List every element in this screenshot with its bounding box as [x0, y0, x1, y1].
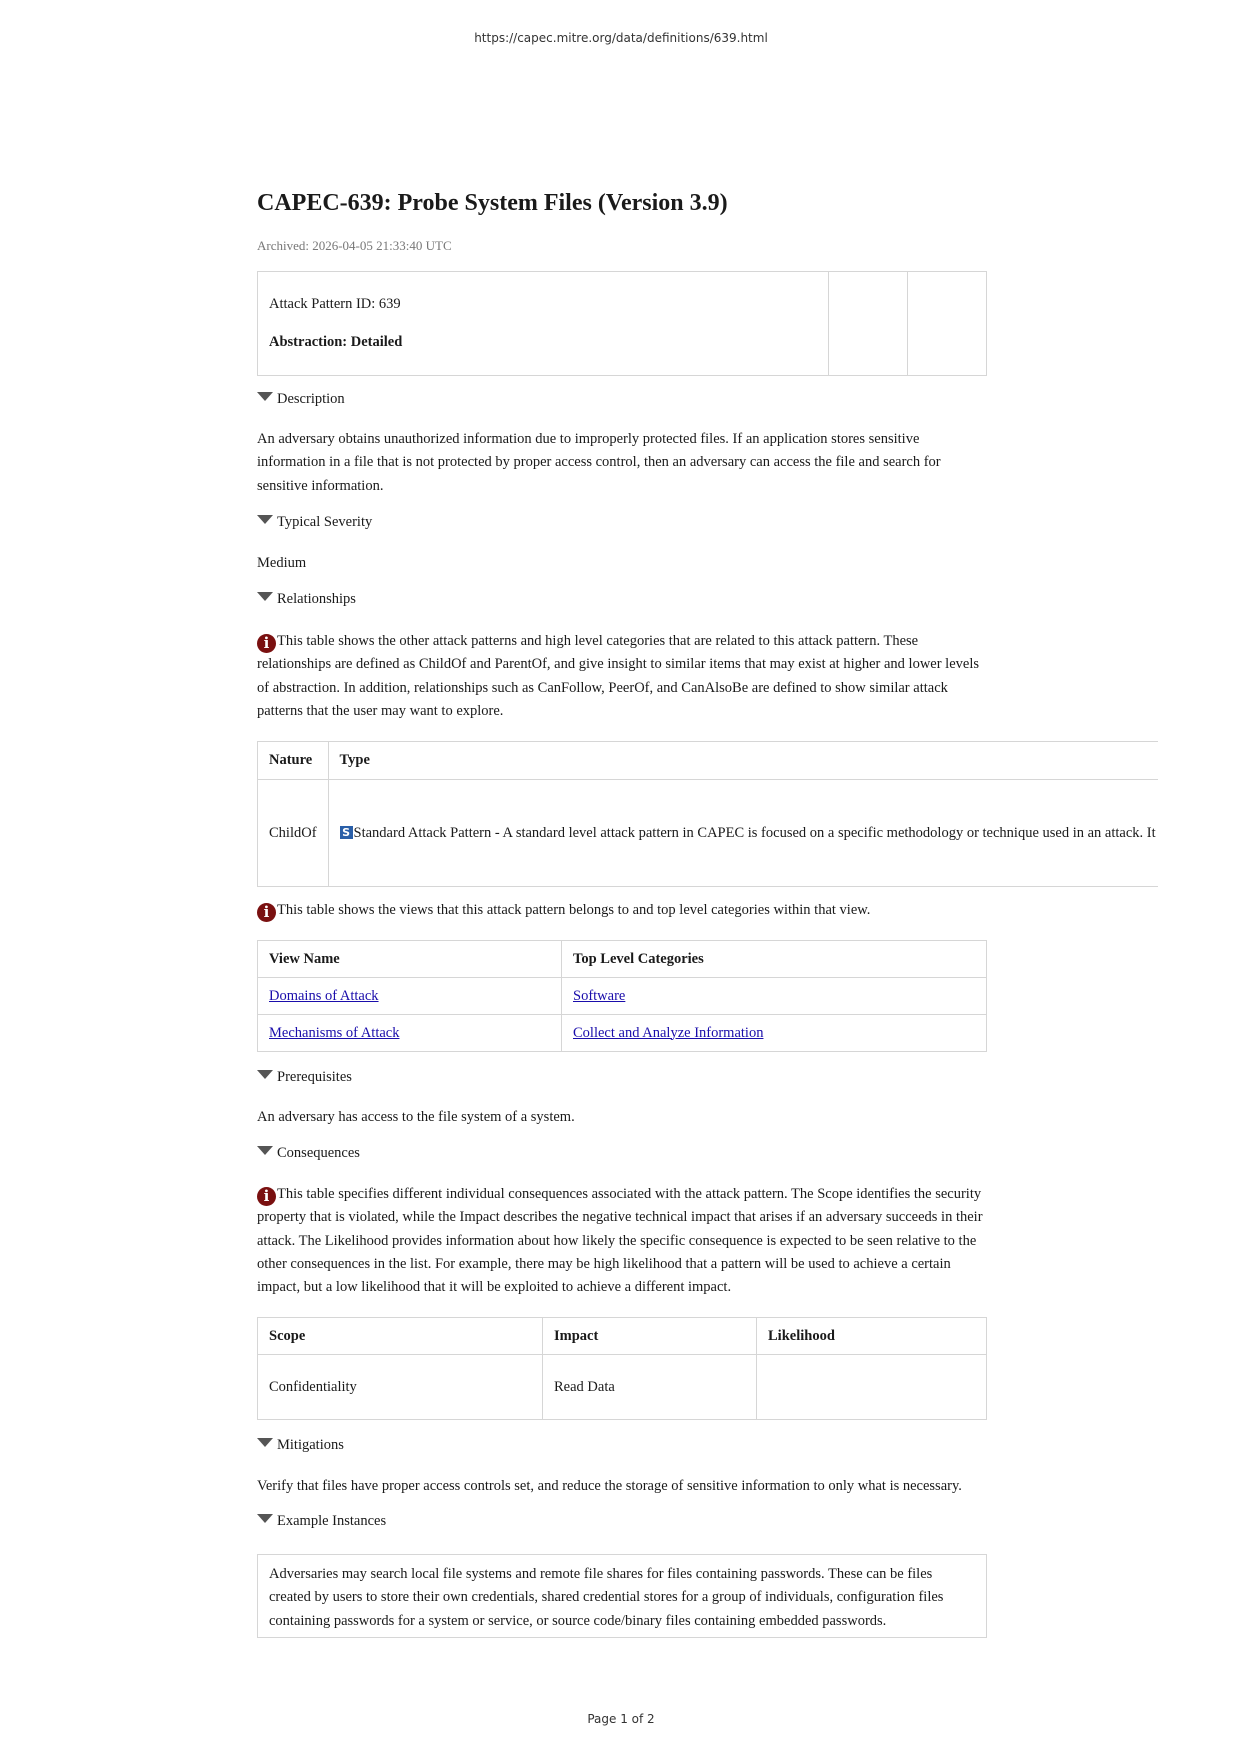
severity-value: Medium	[257, 555, 307, 571]
section-description-toggle[interactable]	[257, 391, 345, 408]
info-icon: i	[257, 1187, 276, 1206]
view-name-cell	[258, 978, 562, 1015]
table-row	[258, 780, 1159, 887]
page-footer: Page 1 of 2	[587, 1712, 655, 1726]
id-box	[257, 271, 987, 376]
column-header-impact: Impact	[543, 1318, 757, 1355]
section-prerequisites-toggle[interactable]	[257, 1069, 352, 1086]
section-relationships-toggle[interactable]	[257, 591, 356, 608]
consequences-table	[257, 1317, 987, 1420]
info-icon: i	[257, 634, 276, 653]
triangle-down-icon	[257, 1514, 273, 1523]
attack-pattern-id: Attack Pattern ID: 639	[269, 296, 401, 312]
relationships-note-text: This table shows the other attack patterns and high level categories that are related to this attack pattern. These relationships are defined as ChildOf and ParentOf, and give insight to similar items that may exist at higher and lower levels of abstraction. In addition, relationships such as CanFollow, PeerOf, and CanAlsoBe are defined to show similar attack patterns that the user may want to explore.	[257, 633, 980, 719]
relationships-table-container[interactable]	[257, 741, 1158, 887]
triangle-down-icon	[257, 1146, 273, 1155]
column-header-view-name: View Name	[258, 941, 562, 978]
section-relationships-heading: Relationships	[277, 591, 356, 607]
consequences-note	[257, 1183, 987, 1299]
info-icon: i	[257, 903, 276, 922]
page-title: CAPEC-639: Probe System Files (Version 3.9)	[257, 190, 728, 216]
table-header-row	[258, 1318, 987, 1355]
section-severity-toggle[interactable]	[257, 514, 372, 531]
triangle-down-icon	[257, 1070, 273, 1079]
section-mitigations-toggle[interactable]	[257, 1437, 344, 1454]
relationship-type-text: Standard Attack Pattern - A standard level attack pattern in CAPEC is focused on a specific methodology or technique used in an attack. It	[353, 824, 1156, 841]
category-cell	[562, 978, 987, 1015]
id-box-main-cell	[258, 272, 829, 375]
id-box-empty-cell	[828, 272, 908, 375]
relationships-note	[257, 630, 987, 723]
archived-timestamp: Archived: 2026-04-05 21:33:40 UTC	[257, 238, 452, 253]
triangle-down-icon	[257, 1438, 273, 1447]
views-table	[257, 940, 987, 1052]
column-header-likelihood: Likelihood	[757, 1318, 987, 1355]
section-mitigations-heading: Mitigations	[277, 1437, 344, 1453]
relationship-nature: ChildOf	[258, 780, 329, 887]
category-link-collect-and-analyze[interactable]: Collect and Analyze Information	[573, 1024, 764, 1041]
views-note	[257, 899, 987, 922]
example-instance-box: Adversaries may search local file systems and remote file shares for files containing passwords. These can be files created by users to store their own credentials, shared credential stores for a group of individuals, configuration files containing passwords for a system or service, or source code/binary files containing embedded passwords.	[257, 1554, 987, 1638]
consequence-likelihood	[757, 1355, 987, 1420]
views-note-text: This table shows the views that this attack pattern belongs to and top level categories within that view.	[277, 902, 871, 918]
mitigations-text: Verify that files have proper access controls set, and reduce the storage of sensitive information to only what is necessary.	[257, 1478, 962, 1494]
column-header-type: Type	[328, 742, 1158, 780]
triangle-down-icon	[257, 392, 273, 401]
relationships-table	[257, 741, 1158, 887]
section-consequences-toggle[interactable]	[257, 1145, 360, 1162]
column-header-scope: Scope	[258, 1318, 543, 1355]
table-header-row	[258, 742, 1159, 780]
triangle-down-icon	[257, 515, 273, 524]
consequence-impact: Read Data	[543, 1355, 757, 1420]
triangle-down-icon	[257, 592, 273, 601]
standard-pattern-icon: S	[340, 826, 353, 839]
table-row	[258, 1015, 987, 1052]
category-cell	[562, 1015, 987, 1052]
page-url-header: https://capec.mitre.org/data/definitions/639.html	[474, 31, 768, 45]
category-link-software[interactable]: Software	[573, 987, 626, 1004]
consequences-note-text: This table specifies different individual consequences associated with the attack pattern. The Scope identifies the security property that is violated, while the Impact describes the negative technical impact that arises if an adversary succeeds in their attack. The Likelihood provides information about how likely the specific consequence is expected to be seen relative to the other consequences in the list. For example, there may be high likelihood that a pattern will be used to achieve a certain impact, but a low likelihood that it will be exploited to achieve a different impact.	[257, 1186, 983, 1296]
description-text: An adversary obtains unauthorized information due to improperly protected files. If an application stores sensitive information in a file that is not protected by proper access control, then an adversary can access the file and search for sensitive information.	[257, 431, 941, 494]
section-description-heading: Description	[277, 391, 345, 407]
section-examples-toggle[interactable]	[257, 1513, 386, 1530]
view-link-domains-of-attack[interactable]: Domains of Attack	[269, 987, 379, 1004]
table-row	[258, 978, 987, 1015]
section-prerequisites-heading: Prerequisites	[277, 1069, 352, 1085]
consequence-scope: Confidentiality	[258, 1355, 543, 1420]
section-examples-heading: Example Instances	[277, 1513, 387, 1529]
table-row	[258, 1355, 987, 1420]
view-link-mechanisms-of-attack[interactable]: Mechanisms of Attack	[269, 1024, 400, 1041]
column-header-top-level-categories: Top Level Categories	[562, 941, 987, 978]
section-consequences-heading: Consequences	[277, 1145, 360, 1161]
view-name-cell	[258, 1015, 562, 1052]
section-severity-heading: Typical Severity	[277, 514, 373, 530]
abstraction-level: Abstraction: Detailed	[269, 334, 403, 350]
prerequisites-text: An adversary has access to the file system of a system.	[257, 1109, 575, 1125]
relationship-type	[328, 780, 1158, 887]
table-header-row	[258, 941, 987, 978]
column-header-nature: Nature	[258, 742, 329, 780]
